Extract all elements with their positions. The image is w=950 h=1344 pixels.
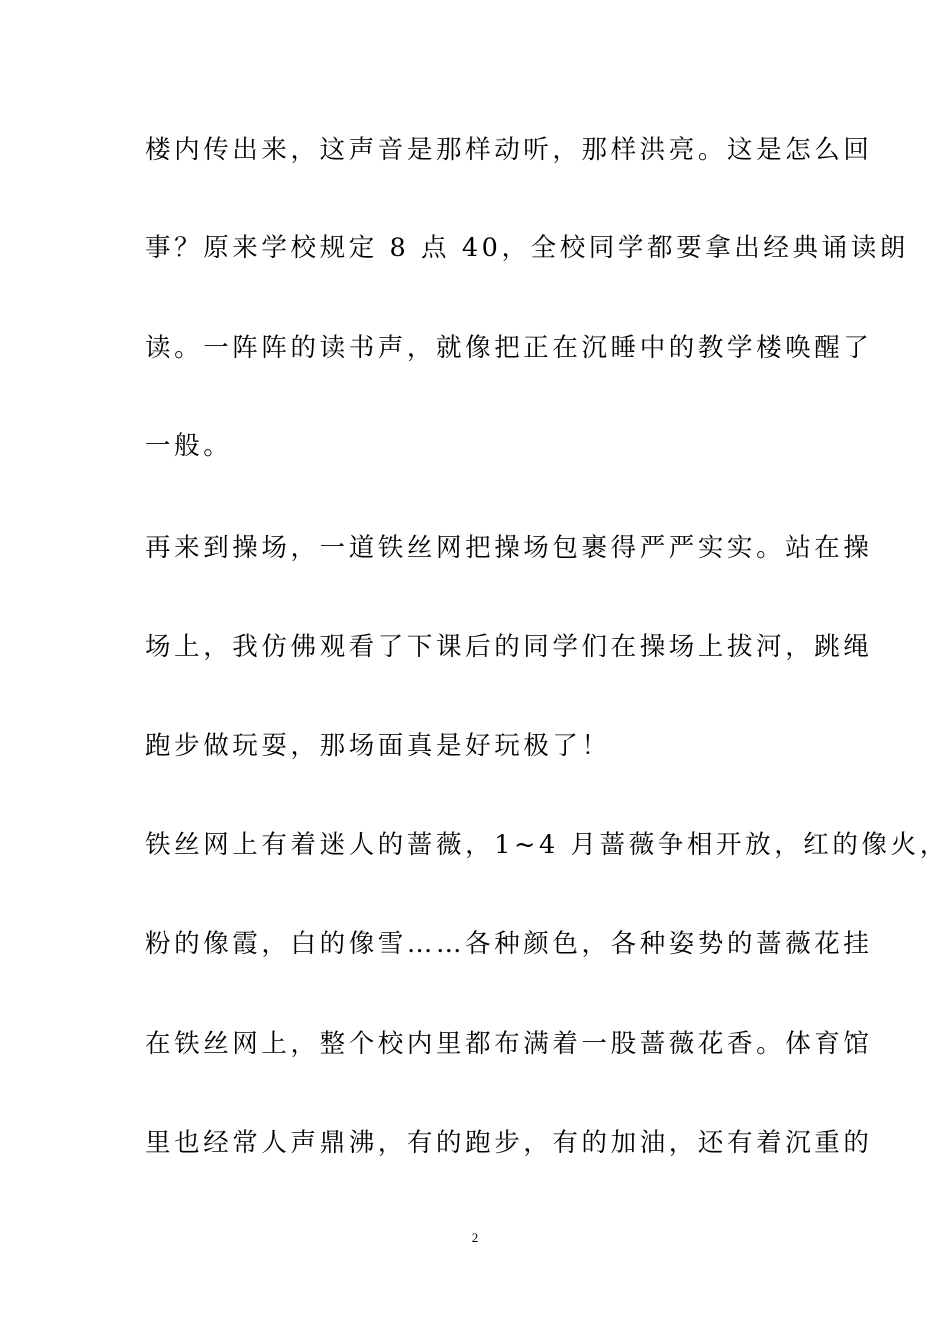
text-line: 事？原来学校规定 8 点 40，全校同学都要拿出经典诵读朗 xyxy=(145,233,909,263)
text-line: 跑步做玩耍，那场面真是好玩极了！ xyxy=(145,731,611,761)
text-line: 楼内传出来，这声音是那样动听，那样洪亮。这是怎么回 xyxy=(145,135,873,165)
text-line: 铁丝网上有着迷人的蔷薇，1~4 月蔷薇争相开放，红的像火， xyxy=(145,830,949,860)
text-line: 里也经常人声鼎沸，有的跑步，有的加油，还有着沉重的 xyxy=(145,1128,873,1158)
page-number: 2 xyxy=(471,1230,479,1245)
text-line: 在铁丝网上，整个校内里都布满着一股蔷薇花香。体育馆 xyxy=(145,1029,873,1059)
text-line: 粉的像霞，白的像雪……各种颜色，各种姿势的蔷薇花挂 xyxy=(145,929,873,959)
text-line: 读。一阵阵的读书声，就像把正在沉睡中的教学楼唤醒了 xyxy=(145,333,873,363)
text-line: 再来到操场，一道铁丝网把操场包裹得严严实实。站在操 xyxy=(145,533,873,563)
text-line: 场上，我仿佛观看了下课后的同学们在操场上拔河，跳绳 xyxy=(145,632,873,662)
text-line: 一般。 xyxy=(145,431,233,461)
